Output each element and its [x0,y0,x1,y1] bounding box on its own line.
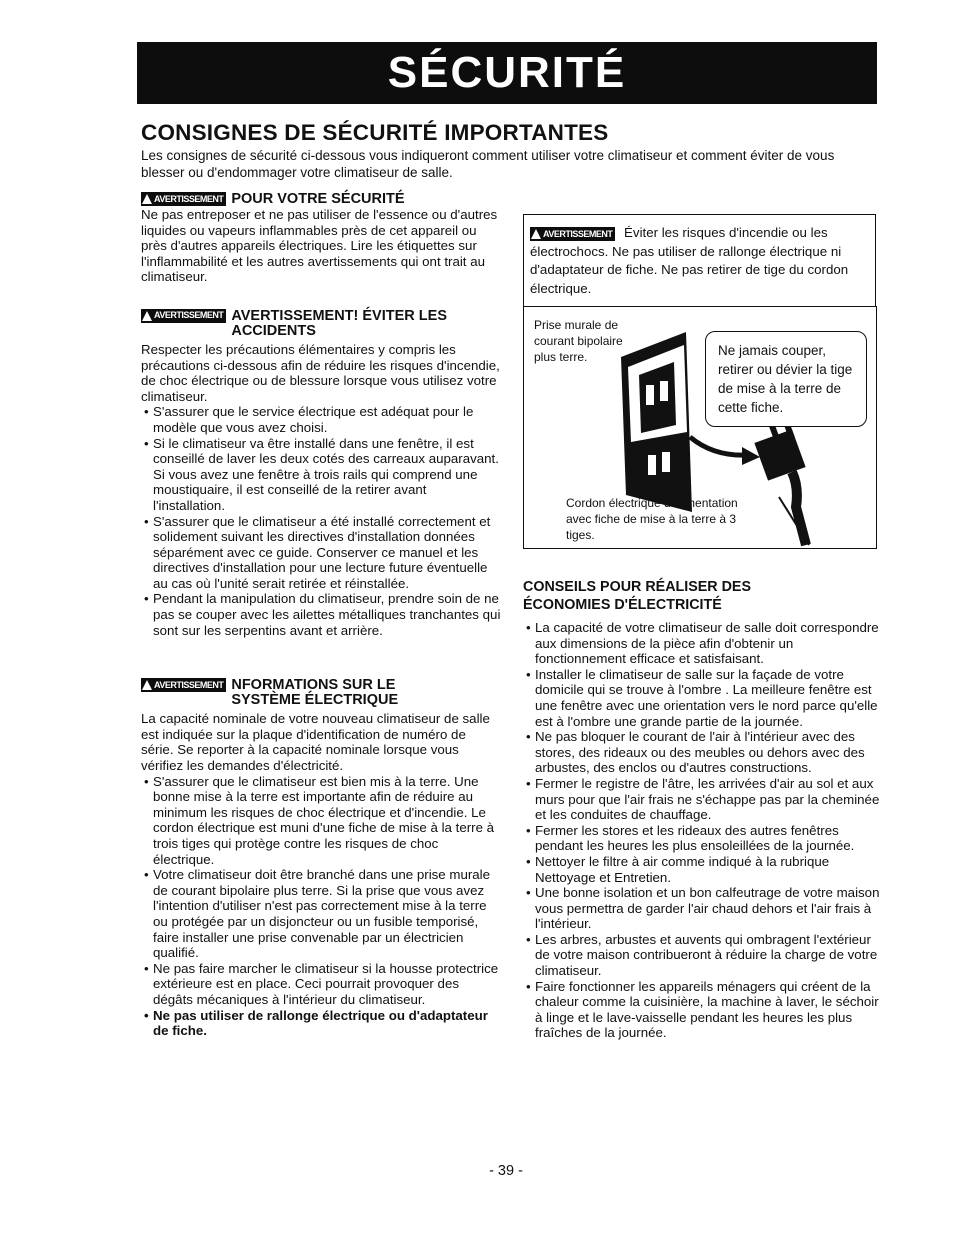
right-column [523,578,883,1041]
list-item: • S'assurer que le service électrique est adéquat pour le modèle que vous avez choisi. [141,404,501,435]
list-item: • Ne pas bloquer le courant de l'air à l'intérieur avec des stores, des rideaux ou des meubles ou dehors avec des arbustes, des enclos ou d'autres constructions. [523,729,883,776]
section-pour-votre-securite-text: Ne pas entreposer et ne pas utiliser de l'essence ou d'autres liquides ou vapeurs inflammables près de cet appareil ou près d'autres appareils électriques. Lire les étiquettes sur l'inflammabilité et les autres avertissements qui ont trait au climatiseur. [141,207,498,285]
electrical-bullet-list [141,774,501,1039]
list-item: • S'assurer que le climatiseur a été installé correctement et solidement suivant les directives d'installation données séparément avec ce guide. Conserver ce manuel et les directives d'installation pour une lecture future éventuelle au cas où l'unité serait retirée et réinstallée. [141,514,501,592]
cord-label: Cordon électrique d'alimentation avec fiche de mise à la terre à 3 tiges. [566,496,738,542]
list-item: • Ne pas faire marcher le climatiseur si la housse protectrice extérieure est en place. Ceci pourrait provoquer des dégâts mécaniques à l'intérieur du climatiseur. [141,961,501,1008]
list-item: • Une bonne isolation et un bon calfeutrage de votre maison vous permettra de garder l'air chaud dehors et l'air frais à l'intérieur. [523,885,883,932]
list-item: • Fermer les stores et les rideaux des autres fenêtres pendant les heures les plus ensoleillées de la journée. [523,823,883,854]
list-item: • Installer le climatiseur de salle sur la façade de votre domicile qui se trouve à l'ombre . La meilleure fenêtre est une fenêtre avec une orientation vers le nord parce qu'elle est à l'ombre une grande partie de la journée. [523,667,883,729]
section-eviter-accidents-heading: AVERTISSEMENT AVERTISSEMENT! ÉVITER LES ACCIDENTS [141,309,501,339]
warning-triangle-icon [142,680,152,690]
warning-triangle-icon [142,311,152,321]
section-header-bar [137,42,877,104]
warning-badge: AVERTISSEMENT [530,227,615,241]
warning-badge: AVERTISSEMENT [141,678,226,692]
list-item: • Faire fonctionner les appareils ménagers qui créent de la chaleur comme la cuisinière, la machine à laver, le séchoir à linge et le lave-vaisselle pendant les heures les plus fraîches de la journée. [523,979,883,1041]
list-item: • Votre climatiseur doit être branché dans une prise murale de courant bipolaire plus terre. Si la prise que vous avez l'intention d'utiliser n'est pas correctement mise à la terre ou protégée par un disjoncteur ou un fusible temporisé, faire installer une prise convenable par un électricien qualifié. [141,867,501,961]
list-item: • S'assurer que le climatiseur est bien mis à la terre. Une bonne mise à la terre est importante afin de réduire au minimum les risques de choc électrique et d'incendie. Le cordon électrique est muni d'une fiche de mise à la terre à trois tiges qui protège contre les risques de choc électrique. [141,774,501,868]
section-economies-heading: CONSEILS POUR RÉALISER DES ÉCONOMIES D'ÉLECTRICITÉ [523,579,751,613]
warning-badge: AVERTISSEMENT [141,192,226,206]
warning-box-text: Éviter les risques d'incendie ou les électrochocs. Ne pas utiliser de rallonge électrique ni d'adaptateur de fiche. Ne pas retirer de tige du cordon électrique. [530,225,849,296]
accidents-bullet-list [141,404,501,638]
warning-badge: AVERTISSEMENT [141,309,226,323]
list-item: • Ne pas utiliser de rallonge électrique ou d'adaptateur de fiche. [141,1008,501,1039]
list-item: • Fermer le registre de l'âtre, les arrivées d'air au sol et aux murs pour que l'air frais ne s'échappe pas par la cheminée et les conduites de chauffage. [523,776,883,823]
left-column [141,192,501,1039]
outlet-label: Prise murale de courant bipolaire plus terre. [534,318,623,364]
extension-cord-warning-box [523,214,876,306]
list-item: • Les arbres, arbustes et auvents qui ombragent l'extérieur de votre maison contribueront à réduire la charge de votre climatiseur. [523,932,883,979]
list-item: • La capacité de votre climatiseur de salle doit correspondre aux dimensions de la pièce afin d'obtenir un fonctionnement efficace et satisfaisant. [523,620,883,667]
list-item: • Nettoyer le filtre à air comme indiqué à la rubrique Nettoyage et Entretien. [523,854,883,885]
warning-triangle-icon [531,229,541,239]
warning-triangle-icon [142,194,152,204]
callout-bubble: Ne jamais couper, retirer ou dévier la tige de mise à la terre de cette fiche. [705,331,867,427]
page-title: CONSIGNES DE SÉCURITÉ IMPORTANTES [141,120,609,145]
list-item: • Si le climatiseur va être installé dans une fenêtre, il est conseillé de laver les deux cotés des carreaux auparavant. Si vous avez une fenêtre à trois rails qui comprend une moustiquaire, il est conseillé de la retirer avant l'installation. [141,436,501,514]
list-item: • Pendant la manipulation du climatiseur, prendre soin de ne pas se couper avec les ailettes métalliques tranchantes qui sont sur les serpentins avant et arrière. [141,591,501,638]
section-pour-votre-securite-heading: AVERTISSEMENT POUR VOTRE SÉCURITÉ [141,192,501,207]
section-systeme-electrique-heading: AVERTISSEMENT NFORMATIONS SUR LE SYSTÈME ÉLECTRIQUE [141,678,501,708]
page-number: - 39 - [489,1163,523,1179]
section-header-title: SÉCURITÉ [387,48,627,97]
energy-tips-bullet-list [523,620,883,1041]
intro-paragraph: Les consignes de sécurité ci-dessous vous indiqueront comment utiliser votre climatiseur et comment éviter de vous blesser ou d'endommager votre climatiseur de salle. [141,148,835,180]
section-eviter-accidents-text: Respecter les précautions élémentaires y compris les précautions ci-dessous afin de réduire les risques d'incendie, de choc électrique ou de blessure lorsque vous utilisez votre climatiseur. [141,341,500,404]
section-systeme-electrique-text: La capacité nominale de votre nouveau climatiseur de salle est indiquée sur la plaque d'identification de numéro de série. Se reporter à la capacité nominale lorsque vous vérifiez les demandes d'électricité. [141,711,490,774]
